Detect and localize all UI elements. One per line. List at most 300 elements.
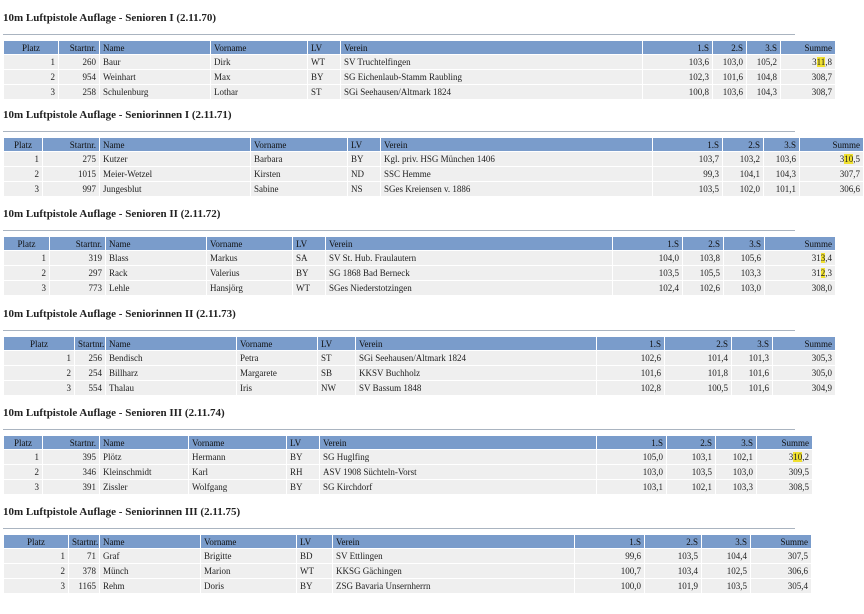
cell-s3: 104,8	[747, 70, 780, 84]
cell-summe	[751, 579, 811, 593]
cell-name: Rehm	[100, 579, 200, 593]
cell-s1: 103,6	[643, 55, 712, 69]
score-highlight: 11	[816, 57, 826, 67]
cell-vorname: Karl	[189, 465, 286, 479]
score-text: 307,5	[787, 551, 808, 561]
cell-startnr: 378	[69, 564, 99, 578]
cell-startnr: 258	[59, 85, 99, 99]
cell-lv: ST	[318, 351, 355, 365]
cell-lv: SB	[318, 366, 355, 380]
cell-summe	[800, 182, 863, 196]
cell-lv: BY	[293, 266, 325, 280]
cell-s1: 102,4	[613, 281, 682, 295]
cell-s3: 101,6	[732, 381, 772, 395]
cell-s3: 102,1	[716, 450, 756, 464]
cell-platz: 3	[4, 281, 49, 295]
results-table	[3, 40, 836, 100]
cell-s2: 103,5	[667, 465, 715, 479]
column-header-startnr: Startnr.	[43, 436, 99, 449]
column-header-vorname: Vorname	[211, 41, 307, 54]
cell-name: Meier-Wetzel	[100, 167, 250, 181]
table-row	[4, 549, 811, 563]
cell-s3: 103,5	[702, 579, 750, 593]
cell-platz: 2	[4, 266, 49, 280]
column-header-summe: Summe	[751, 535, 811, 548]
cell-verein: SG Huglfing	[320, 450, 596, 464]
column-header-verein: Verein	[320, 436, 596, 449]
cell-startnr: 254	[75, 366, 105, 380]
cell-summe	[757, 465, 812, 479]
cell-verein: SV St. Hub. Fraulautern	[326, 251, 612, 265]
column-header-platz: Platz	[4, 138, 42, 151]
section-divider	[3, 230, 795, 231]
cell-summe	[781, 55, 835, 69]
cell-platz: 2	[4, 465, 42, 479]
cell-s1: 103,5	[613, 266, 682, 280]
results-table	[3, 137, 864, 197]
table-row	[4, 480, 812, 494]
cell-verein: Kgl. priv. HSG München 1406	[381, 152, 652, 166]
column-header-platz: Platz	[4, 337, 74, 350]
cell-startnr: 395	[43, 450, 99, 464]
cell-vorname: Marion	[201, 564, 296, 578]
cell-startnr: 260	[59, 55, 99, 69]
cell-s2: 101,4	[665, 351, 731, 365]
column-header-vorname: Vorname	[201, 535, 296, 548]
cell-summe	[773, 366, 835, 380]
cell-verein: ASV 1908 Süchteln-Vorst	[320, 465, 596, 479]
table-row	[4, 251, 835, 265]
cell-s2: 103,1	[667, 450, 715, 464]
cell-name: Baur	[100, 55, 210, 69]
cell-s1: 101,6	[597, 366, 664, 380]
cell-startnr: 319	[50, 251, 105, 265]
column-header-lv: LV	[297, 535, 332, 548]
column-header-s3: 3.S	[764, 138, 799, 151]
cell-s1: 100,0	[575, 579, 644, 593]
column-header-s1: 1.S	[643, 41, 712, 54]
cell-s3: 103,3	[716, 480, 756, 494]
cell-verein: SGi Seehausen/Altmark 1824	[341, 85, 642, 99]
cell-s1: 103,1	[597, 480, 666, 494]
cell-lv: RH	[287, 465, 319, 479]
score-text: 308,7	[811, 72, 832, 82]
column-header-s2: 2.S	[645, 535, 701, 548]
cell-name: Schulenburg	[100, 85, 210, 99]
cell-s3: 104,3	[747, 85, 780, 99]
cell-s3: 103,3	[724, 266, 764, 280]
table-header-row	[4, 535, 811, 548]
cell-vorname: Petra	[237, 351, 317, 365]
column-header-startnr: Startnr.	[50, 237, 105, 250]
cell-s3: 104,4	[702, 549, 750, 563]
column-header-summe: Summe	[800, 138, 863, 151]
cell-startnr: 297	[50, 266, 105, 280]
cell-s1: 102,3	[643, 70, 712, 84]
cell-verein: KKSV Buchholz	[356, 366, 596, 380]
cell-s3: 101,6	[732, 366, 772, 380]
score-text: 308,7	[811, 87, 832, 97]
cell-summe	[773, 351, 835, 365]
cell-vorname: Lothar	[211, 85, 307, 99]
cell-name: Bendisch	[106, 351, 236, 365]
section-divider	[3, 528, 795, 529]
cell-platz: 1	[4, 549, 68, 563]
cell-lv: BY	[287, 450, 319, 464]
cell-summe	[757, 450, 812, 464]
column-header-s1: 1.S	[597, 337, 664, 350]
section-divider	[3, 34, 795, 35]
cell-s2: 101,8	[665, 366, 731, 380]
column-header-s3: 3.S	[724, 237, 764, 250]
score-text: 309,5	[788, 467, 809, 477]
section-title: 10m Luftpistole Auflage - Senioren I (2.11.70)	[3, 12, 217, 24]
cell-platz: 2	[4, 564, 68, 578]
column-header-lv: LV	[287, 436, 319, 449]
cell-s2: 103,0	[713, 55, 746, 69]
cell-s1: 104,0	[613, 251, 682, 265]
cell-platz: 2	[4, 366, 74, 380]
column-header-startnr: Startnr.	[69, 535, 99, 548]
cell-summe	[800, 167, 863, 181]
cell-lv: NS	[348, 182, 380, 196]
cell-name: Kleinschmidt	[100, 465, 188, 479]
score-text: 3	[812, 57, 817, 67]
cell-vorname: Margarete	[237, 366, 317, 380]
score-highlight: 3	[820, 253, 826, 263]
cell-platz: 3	[4, 579, 68, 593]
cell-name: Plötz	[100, 450, 188, 464]
score-text: 31	[811, 253, 821, 263]
column-header-s2: 2.S	[713, 41, 746, 54]
column-header-verein: Verein	[356, 337, 596, 350]
cell-s1: 99,6	[575, 549, 644, 563]
cell-startnr: 275	[43, 152, 99, 166]
table-row	[4, 167, 863, 181]
section-divider	[3, 429, 795, 430]
table-row	[4, 55, 835, 69]
cell-s2: 104,1	[723, 167, 763, 181]
cell-s1: 99,3	[653, 167, 722, 181]
cell-summe	[765, 251, 835, 265]
cell-lv: ST	[308, 85, 340, 99]
score-highlight: 10	[844, 154, 854, 164]
table-row	[4, 70, 835, 84]
cell-s3: 105,2	[747, 55, 780, 69]
cell-platz: 3	[4, 85, 58, 99]
table-header-row	[4, 337, 835, 350]
cell-platz: 2	[4, 167, 42, 181]
cell-s2: 102,6	[683, 281, 723, 295]
cell-verein: SGi Seehausen/Altmark 1824	[356, 351, 596, 365]
score-text: 306,6	[787, 566, 808, 576]
table-header-row	[4, 41, 835, 54]
column-header-s2: 2.S	[667, 436, 715, 449]
cell-vorname: Wolfgang	[189, 480, 286, 494]
results-table	[3, 236, 836, 296]
column-header-s1: 1.S	[653, 138, 722, 151]
cell-summe	[781, 70, 835, 84]
cell-s1: 100,7	[575, 564, 644, 578]
results-table	[3, 435, 813, 495]
cell-summe	[773, 381, 835, 395]
cell-platz: 3	[4, 381, 74, 395]
cell-name: Jungesblut	[100, 182, 250, 196]
column-header-s2: 2.S	[665, 337, 731, 350]
column-header-s1: 1.S	[613, 237, 682, 250]
cell-startnr: 1165	[69, 579, 99, 593]
cell-platz: 1	[4, 450, 42, 464]
cell-vorname: Iris	[237, 381, 317, 395]
cell-s2: 103,8	[683, 251, 723, 265]
cell-startnr: 346	[43, 465, 99, 479]
cell-vorname: Barbara	[251, 152, 347, 166]
cell-lv: BY	[308, 70, 340, 84]
cell-startnr: 1015	[43, 167, 99, 181]
cell-lv: WT	[293, 281, 325, 295]
column-header-vorname: Vorname	[237, 337, 317, 350]
column-header-s1: 1.S	[597, 436, 666, 449]
column-header-name: Name	[100, 535, 200, 548]
column-header-platz: Platz	[4, 436, 42, 449]
cell-platz: 1	[4, 351, 74, 365]
cell-verein: KKSG Gächingen	[333, 564, 574, 578]
cell-lv: WT	[297, 564, 332, 578]
column-header-name: Name	[106, 237, 206, 250]
cell-verein: SG 1868 Bad Berneck	[326, 266, 612, 280]
cell-lv: ND	[348, 167, 380, 181]
table-header-row	[4, 237, 835, 250]
cell-startnr: 71	[69, 549, 99, 563]
cell-startnr: 256	[75, 351, 105, 365]
column-header-platz: Platz	[4, 41, 58, 54]
cell-s1: 102,6	[597, 351, 664, 365]
cell-lv: BY	[287, 480, 319, 494]
column-header-lv: LV	[308, 41, 340, 54]
column-header-platz: Platz	[4, 535, 68, 548]
score-text: 305,3	[811, 353, 832, 363]
cell-name: Lehle	[106, 281, 206, 295]
score-text: 308,0	[811, 283, 832, 293]
cell-s2: 102,1	[667, 480, 715, 494]
column-header-startnr: Startnr.	[59, 41, 99, 54]
cell-name: Rack	[106, 266, 206, 280]
column-header-summe: Summe	[773, 337, 835, 350]
score-text: ,4	[825, 253, 832, 263]
score-text: 308,5	[788, 482, 809, 492]
cell-startnr: 997	[43, 182, 99, 196]
table-row	[4, 266, 835, 280]
column-header-name: Name	[106, 337, 236, 350]
column-header-platz: Platz	[4, 237, 49, 250]
column-header-verein: Verein	[333, 535, 574, 548]
table-row	[4, 450, 812, 464]
table-header-row	[4, 138, 863, 151]
column-header-s2: 2.S	[723, 138, 763, 151]
column-header-startnr: Startnr.	[75, 337, 105, 350]
cell-vorname: Brigitte	[201, 549, 296, 563]
cell-s1: 103,7	[653, 152, 722, 166]
cell-s2: 100,5	[665, 381, 731, 395]
cell-s2: 103,2	[723, 152, 763, 166]
cell-verein: SV Ettlingen	[333, 549, 574, 563]
cell-s2: 105,5	[683, 266, 723, 280]
cell-startnr: 554	[75, 381, 105, 395]
cell-summe	[800, 152, 863, 166]
cell-vorname: Sabine	[251, 182, 347, 196]
column-header-summe: Summe	[781, 41, 835, 54]
score-text: 31	[811, 268, 821, 278]
table-header-row	[4, 436, 812, 449]
score-text: ,2	[802, 452, 809, 462]
cell-verein: SG Eichenlaub-Stamm Raubling	[341, 70, 642, 84]
table-row	[4, 85, 835, 99]
cell-summe	[765, 266, 835, 280]
column-header-summe: Summe	[757, 436, 812, 449]
column-header-name: Name	[100, 436, 188, 449]
cell-s2: 101,6	[713, 70, 746, 84]
cell-name: Zissler	[100, 480, 188, 494]
table-row	[4, 152, 863, 166]
score-text: 3	[839, 154, 845, 164]
section-title: 10m Luftpistole Auflage - Seniorinnen II (2.11.73)	[3, 308, 236, 320]
cell-platz: 1	[4, 251, 49, 265]
cell-vorname: Kirsten	[251, 167, 347, 181]
table-row	[4, 579, 811, 593]
section-title: 10m Luftpistole Auflage - Senioren II (2.11.72)	[3, 208, 221, 220]
column-header-s3: 3.S	[747, 41, 780, 54]
column-header-s2: 2.S	[683, 237, 723, 250]
cell-s3: 101,1	[764, 182, 799, 196]
cell-lv: WT	[308, 55, 340, 69]
cell-verein: ZSG Bavaria Unsernherrn	[333, 579, 574, 593]
cell-platz: 3	[4, 182, 42, 196]
table-row	[4, 381, 835, 395]
column-header-startnr: Startnr.	[43, 138, 99, 151]
score-text: ,8	[825, 57, 832, 67]
cell-summe	[765, 281, 835, 295]
column-header-vorname: Vorname	[189, 436, 286, 449]
column-header-summe: Summe	[765, 237, 835, 250]
table-row	[4, 366, 835, 380]
column-header-vorname: Vorname	[207, 237, 292, 250]
cell-vorname: Max	[211, 70, 307, 84]
cell-platz: 2	[4, 70, 58, 84]
cell-name: Billharz	[106, 366, 236, 380]
column-header-vorname: Vorname	[251, 138, 347, 151]
cell-s2: 103,4	[645, 564, 701, 578]
cell-lv: BY	[348, 152, 380, 166]
section-title: 10m Luftpistole Auflage - Seniorinnen III (2.11.75)	[3, 506, 241, 518]
table-row	[4, 564, 811, 578]
section-divider	[3, 131, 795, 132]
cell-vorname: Hansjörg	[207, 281, 292, 295]
cell-vorname: Dirk	[211, 55, 307, 69]
table-row	[4, 281, 835, 295]
score-text: 304,9	[811, 383, 832, 393]
column-header-lv: LV	[293, 237, 325, 250]
cell-vorname: Doris	[201, 579, 296, 593]
cell-name: Thalau	[106, 381, 236, 395]
cell-lv: BY	[297, 579, 332, 593]
column-header-s3: 3.S	[702, 535, 750, 548]
cell-s1: 103,5	[653, 182, 722, 196]
column-header-verein: Verein	[326, 237, 612, 250]
score-text: ,3	[825, 268, 832, 278]
cell-summe	[751, 549, 811, 563]
cell-verein: SSC Hemme	[381, 167, 652, 181]
section-title: 10m Luftpistole Auflage - Seniorinnen I (2.11.71)	[3, 109, 232, 121]
cell-s1: 102,8	[597, 381, 664, 395]
column-header-verein: Verein	[381, 138, 652, 151]
cell-s3: 103,6	[764, 152, 799, 166]
cell-startnr: 954	[59, 70, 99, 84]
cell-lv: SA	[293, 251, 325, 265]
cell-platz: 1	[4, 55, 58, 69]
cell-s3: 102,5	[702, 564, 750, 578]
column-header-name: Name	[100, 138, 250, 151]
cell-s2: 103,5	[645, 549, 701, 563]
cell-s2: 103,6	[713, 85, 746, 99]
results-table	[3, 336, 836, 396]
cell-verein: SV Bassum 1848	[356, 381, 596, 395]
cell-name: Graf	[100, 549, 200, 563]
section-divider	[3, 330, 795, 331]
score-highlight: 2	[820, 268, 826, 278]
cell-verein: SG Kirchdorf	[320, 480, 596, 494]
results-table	[3, 534, 812, 594]
cell-summe	[751, 564, 811, 578]
score-text: 3	[788, 452, 794, 462]
cell-verein: SGes Kreiensen v. 1886	[381, 182, 652, 196]
cell-verein: SV Truchtelfingen	[341, 55, 642, 69]
column-header-name: Name	[100, 41, 210, 54]
table-row	[4, 182, 863, 196]
cell-s1: 103,0	[597, 465, 666, 479]
cell-startnr: 391	[43, 480, 99, 494]
section-title: 10m Luftpistole Auflage - Senioren III (2.11.74)	[3, 407, 225, 419]
column-header-verein: Verein	[341, 41, 642, 54]
column-header-lv: LV	[348, 138, 380, 151]
cell-name: Kutzer	[100, 152, 250, 166]
cell-startnr: 773	[50, 281, 105, 295]
cell-lv: BD	[297, 549, 332, 563]
cell-vorname: Markus	[207, 251, 292, 265]
score-text: ,5	[853, 154, 860, 164]
cell-name: Blass	[106, 251, 206, 265]
column-header-s3: 3.S	[716, 436, 756, 449]
cell-s1: 100,8	[643, 85, 712, 99]
score-text: 305,0	[811, 368, 832, 378]
column-header-s1: 1.S	[575, 535, 644, 548]
cell-vorname: Valerius	[207, 266, 292, 280]
cell-lv: NW	[318, 381, 355, 395]
cell-platz: 1	[4, 152, 42, 166]
table-row	[4, 351, 835, 365]
cell-name: Münch	[100, 564, 200, 578]
cell-s3: 105,6	[724, 251, 764, 265]
cell-name: Weinhart	[100, 70, 210, 84]
score-text: 307,7	[839, 169, 860, 179]
cell-verein: SGes Niederstotzingen	[326, 281, 612, 295]
cell-s1: 105,0	[597, 450, 666, 464]
column-header-lv: LV	[318, 337, 355, 350]
cell-s3: 104,3	[764, 167, 799, 181]
cell-s2: 101,9	[645, 579, 701, 593]
cell-s3: 103,0	[716, 465, 756, 479]
cell-summe	[781, 85, 835, 99]
cell-s2: 102,0	[723, 182, 763, 196]
